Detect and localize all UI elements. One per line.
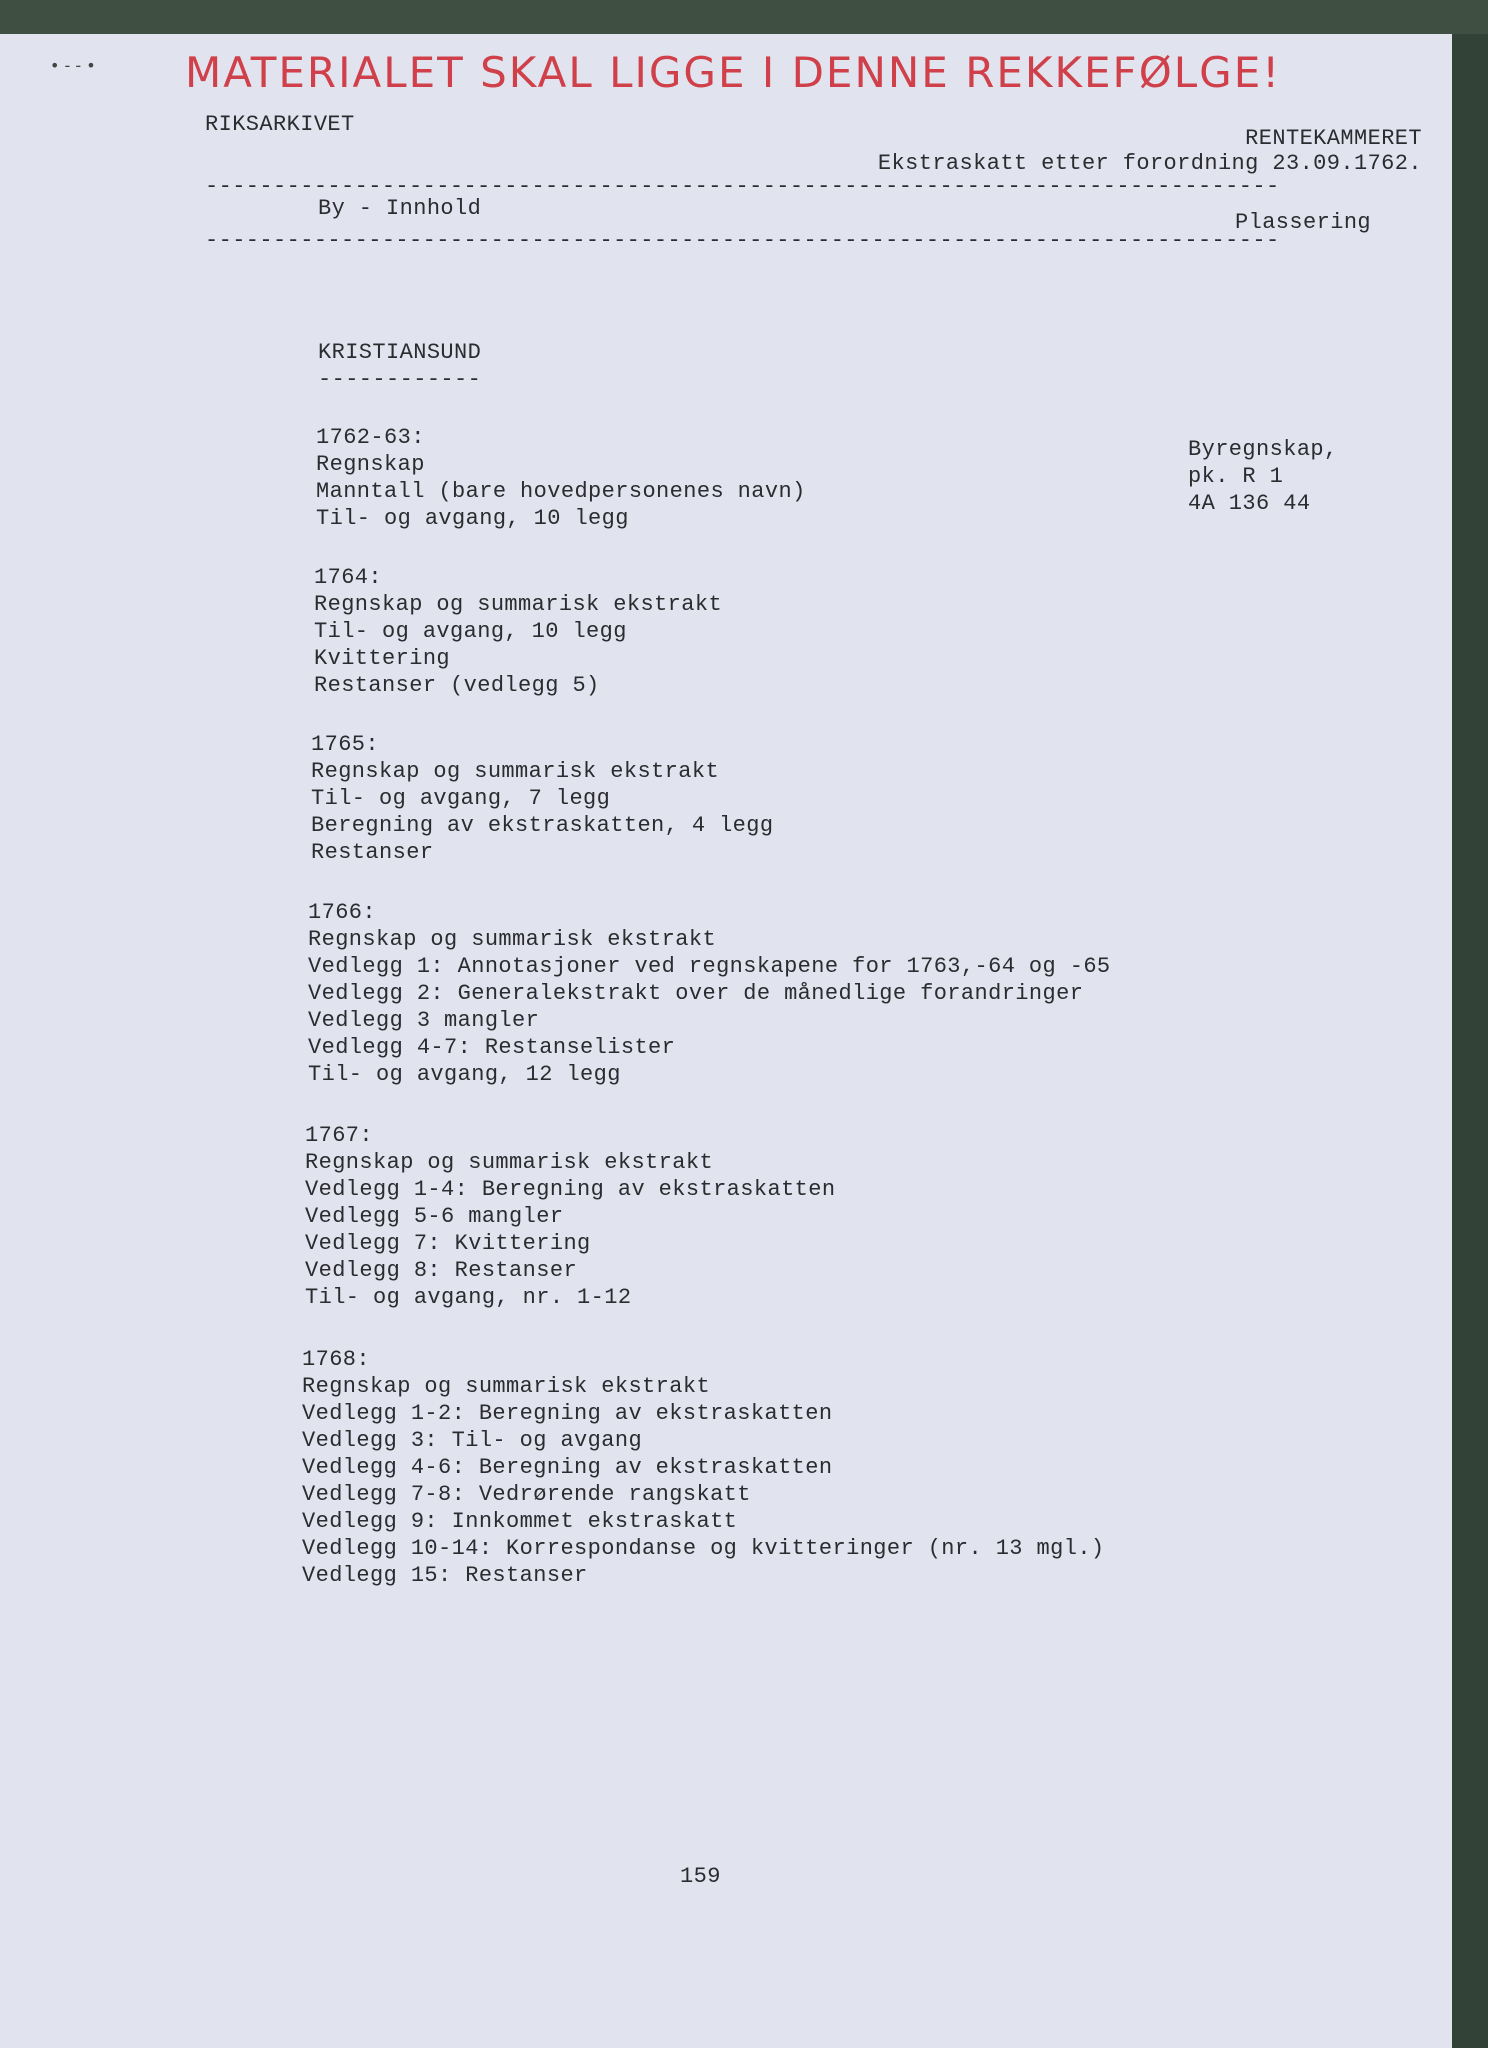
section-item: Vedlegg 9: Innkommet ekstraskatt <box>302 1509 738 1534</box>
city-underline: ------------ <box>318 367 482 392</box>
section-item: Vedlegg 7-8: Vedrørende rangskatt <box>302 1482 751 1507</box>
section-item: Regnskap og summarisk ekstrakt <box>314 592 723 617</box>
document-page <box>0 34 1452 2048</box>
section-year: 1767: <box>305 1123 374 1148</box>
section-item: Vedlegg 2: Generalekstrakt over de månedlige forandringer <box>308 981 1084 1006</box>
year-section <box>302 1346 1402 1589</box>
section-item: Vedlegg 10-14: Korrespondanse og kvitteringer (nr. 13 mgl.) <box>302 1536 1105 1561</box>
section-item: Vedlegg 4-7: Restanselister <box>308 1035 676 1060</box>
year-section <box>316 424 1416 532</box>
year-section <box>311 731 1411 866</box>
section-item: Regnskap <box>316 452 425 477</box>
department-name: RENTEKAMMERET <box>1245 126 1422 151</box>
section-item: Til- og avgang, 10 legg <box>314 619 627 644</box>
city-heading: KRISTIANSUND <box>318 340 482 365</box>
section-item: Regnskap og summarisk ekstrakt <box>311 759 720 784</box>
placement-line: Byregnskap, <box>1188 437 1338 462</box>
section-item: Til- og avgang, 7 legg <box>311 786 611 811</box>
section-item: Vedlegg 3: Til- og avgang <box>302 1428 643 1453</box>
year-section <box>314 564 1414 699</box>
section-item: Beregning av ekstraskatten, 4 legg <box>311 813 774 838</box>
section-item: Regnskap og summarisk ekstrakt <box>308 927 717 952</box>
year-section <box>308 899 1408 1088</box>
section-item: Vedlegg 4-6: Beregning av ekstraskatten <box>302 1455 833 1480</box>
section-item: Vedlegg 15: Restanser <box>302 1563 588 1588</box>
section-item: Til- og avgang, 10 legg <box>316 506 629 531</box>
placement-line: pk. R 1 <box>1188 464 1284 489</box>
year-section <box>305 1122 1405 1311</box>
section-item: Til- og avgang, nr. 1-12 <box>305 1285 632 1310</box>
pencil-marks: • - - • <box>50 56 96 75</box>
section-item: Vedlegg 1-4: Beregning av ekstraskatten <box>305 1177 836 1202</box>
placement-line: 4A 136 44 <box>1188 491 1311 516</box>
section-item: Til- og avgang, 12 legg <box>308 1062 621 1087</box>
section-item: Vedlegg 1: Annotasjoner ved regnskapene for 1763,-64 og -65 <box>308 954 1111 979</box>
page-edge <box>1452 34 1488 2048</box>
section-year: 1764: <box>314 565 383 590</box>
section-year: 1766: <box>308 900 377 925</box>
section-year: 1762-63: <box>316 425 425 450</box>
header-rule-top: ------------------------------------------------------------------------------- <box>205 174 1280 199</box>
section-item: Restanser <box>311 840 434 865</box>
section-item: Regnskap og summarisk ekstrakt <box>302 1374 711 1399</box>
section-item: Vedlegg 3 mangler <box>308 1008 540 1033</box>
column-left-heading: By - Innhold <box>318 196 482 221</box>
archive-name: RIKSARKIVET <box>205 112 355 137</box>
handwritten-note: MATERIALET SKAL LIGGE I DENNE REKKEFØLGE! <box>185 48 1282 97</box>
section-item: Vedlegg 5-6 mangler <box>305 1204 564 1229</box>
section-item: Vedlegg 7: Kvittering <box>305 1231 591 1256</box>
section-item: Vedlegg 8: Restanser <box>305 1258 578 1283</box>
section-year: 1765: <box>311 732 380 757</box>
section-item: Restanser (vedlegg 5) <box>314 673 600 698</box>
column-right-heading: Plassering <box>1235 210 1372 235</box>
section-item: Kvittering <box>314 646 451 671</box>
section-item: Vedlegg 1-2: Beregning av ekstraskatten <box>302 1401 833 1426</box>
header-rule-bottom: ------------------------------------------------------------------------------- <box>205 228 1280 253</box>
section-year: 1768: <box>302 1347 371 1372</box>
section-item: Regnskap og summarisk ekstrakt <box>305 1150 714 1175</box>
page-number: 159 <box>680 1864 721 1889</box>
series-title: Ekstraskatt etter forordning 23.09.1762. <box>877 151 1422 176</box>
section-item: Manntall (bare hovedpersonenes navn) <box>316 479 806 504</box>
